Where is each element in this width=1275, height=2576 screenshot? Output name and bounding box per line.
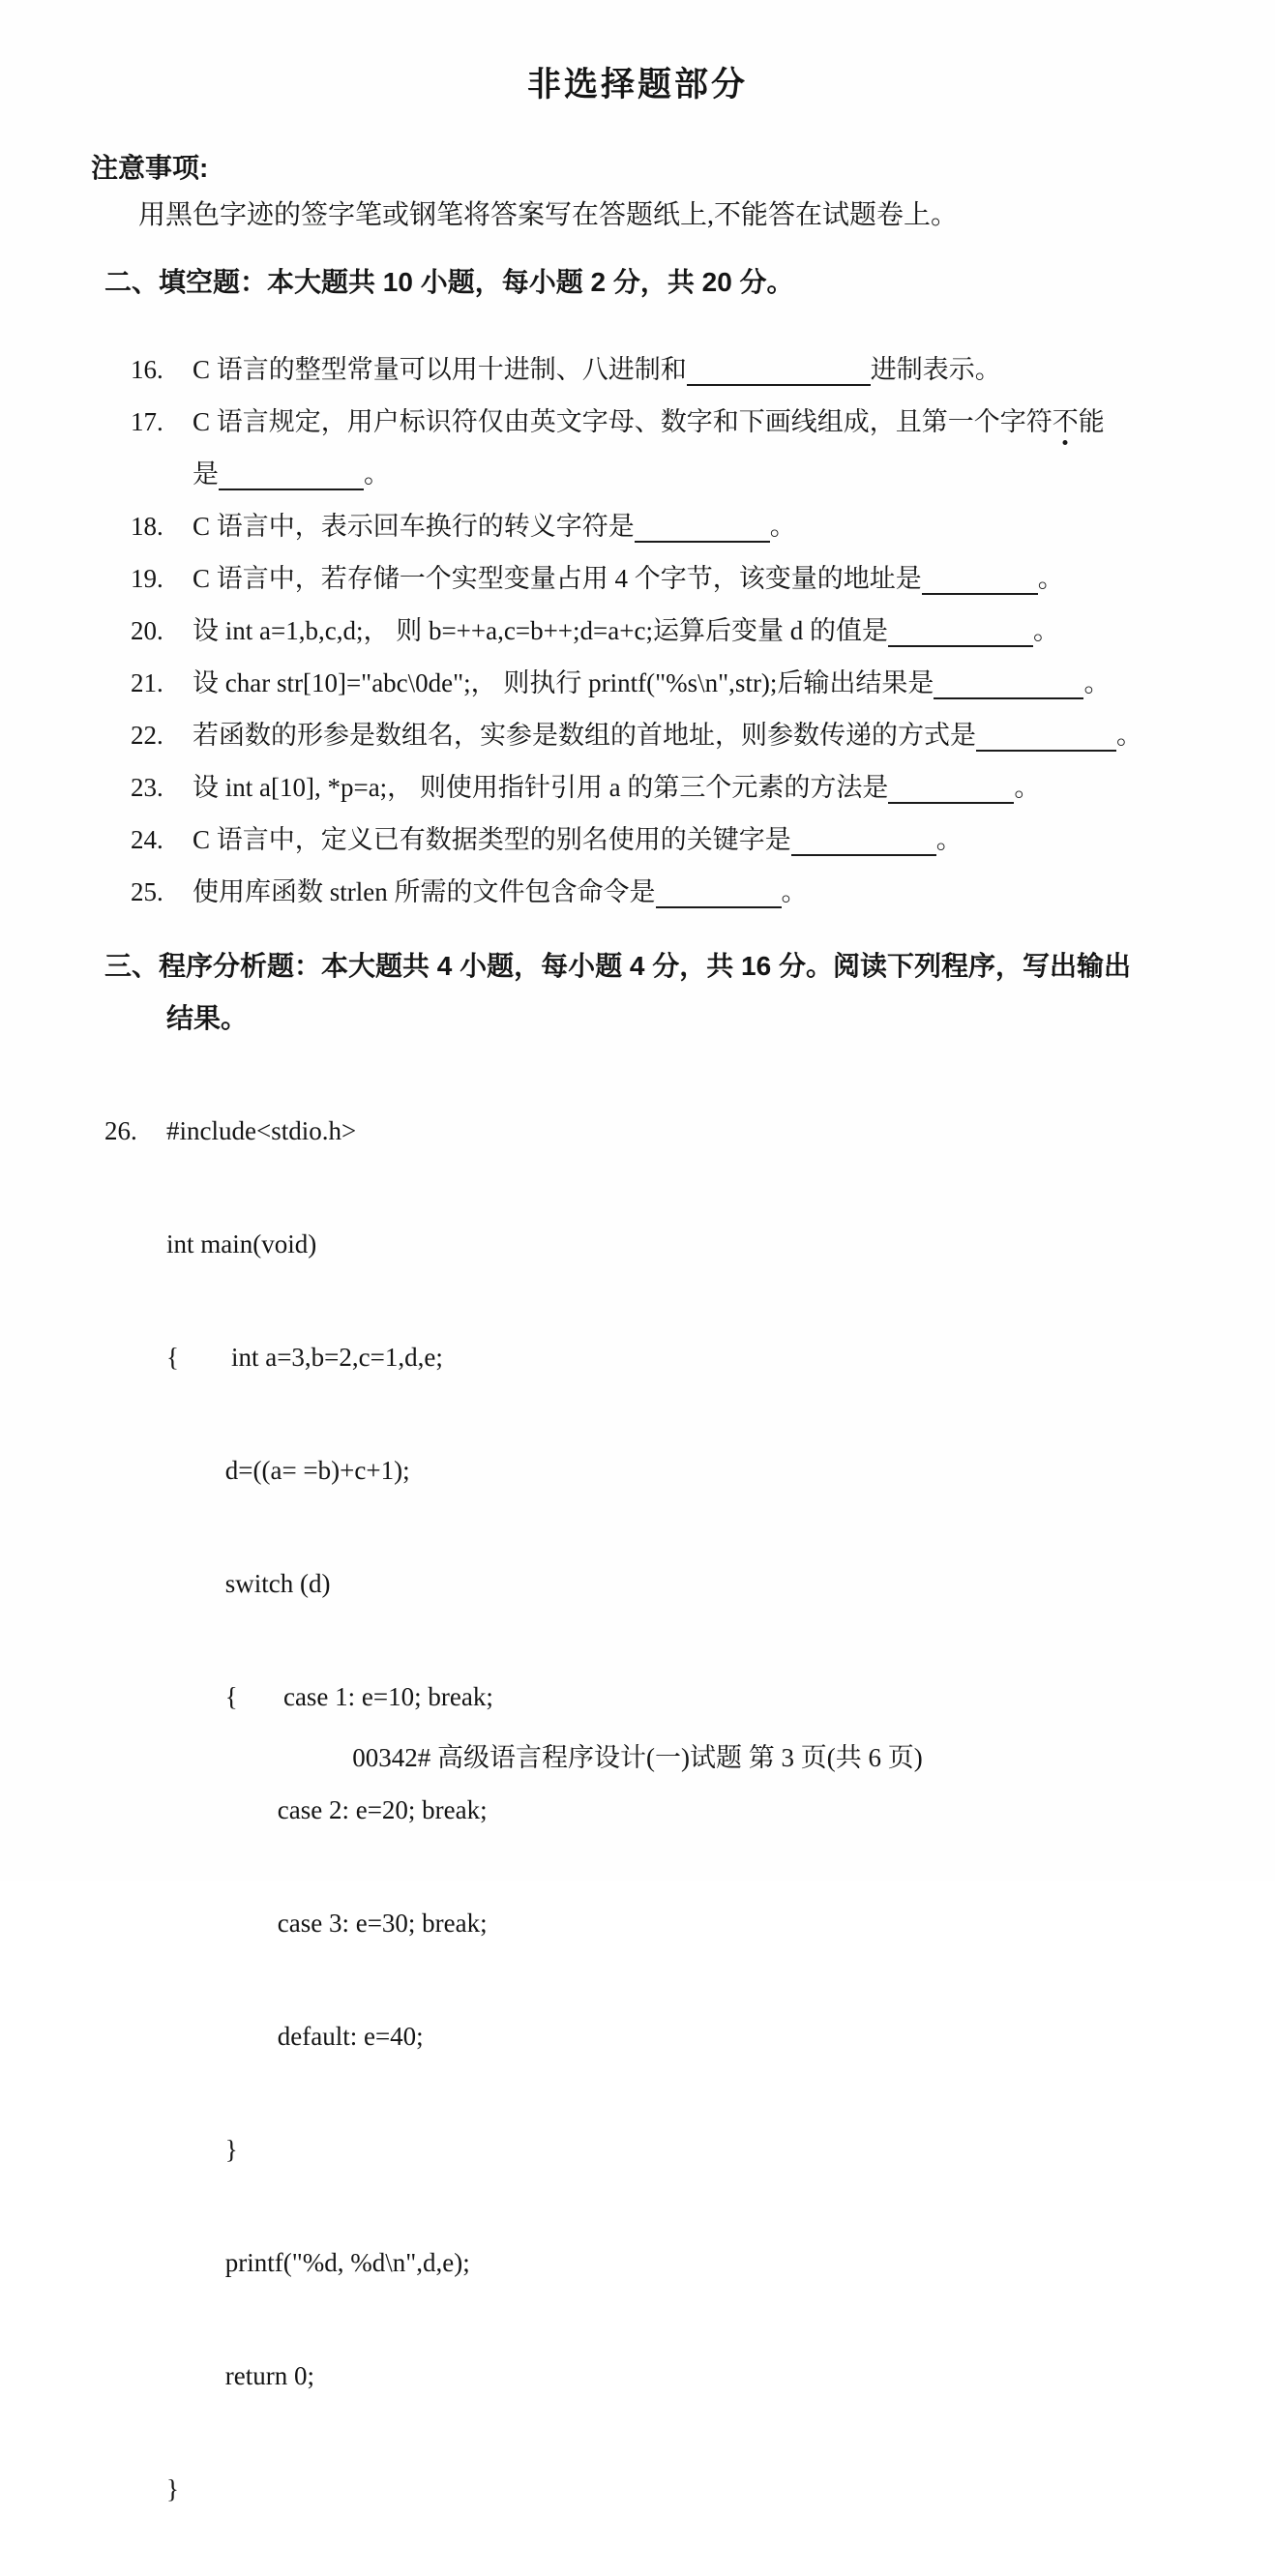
question-number: 18. [131, 512, 163, 541]
question-text: 设 int a=1,b,c,d;， 则 b=++a,c=b++;d=a+c;运算后变量 d 的值是 [193, 616, 888, 645]
code-text: d=((a= =b)+c+1); [166, 1456, 410, 1485]
code-indent [104, 1784, 166, 1837]
fill-in-section-heading: 二、填空题：本大题共 10 小题，每小题 2 分，共 20 分。 [104, 267, 794, 297]
question-number: 23. [131, 773, 163, 802]
question-number: 20. [131, 616, 163, 645]
question-number: 25. [131, 877, 163, 906]
code-indent [104, 1557, 166, 1611]
code-text: #include<stdio.h> [166, 1116, 357, 1145]
code-text: { int a=3,b=2,c=1,d,e; [166, 1343, 443, 1372]
question-text: 能 [1078, 407, 1105, 436]
code-text: switch (d) [166, 1569, 331, 1598]
question-text: C 语言中，表示回车换行的转义字符是 [193, 512, 635, 541]
code-text: case 3: e=30; break; [166, 1909, 488, 1938]
code-text: printf("%d, %d\n",d,e); [166, 2248, 470, 2277]
question-text: 设 char str[10]="abc\0de";， 则执行 printf("%s\n",str);后输出结果是 [193, 668, 934, 697]
code-indent [104, 2236, 166, 2290]
question-text: 。 [1037, 564, 1064, 593]
code-indent [104, 1331, 166, 1384]
question-text: 。 [1032, 616, 1059, 645]
question-text: 。 [1083, 668, 1111, 697]
code-line [104, 1897, 493, 1950]
emphasized-char: 不 [1052, 407, 1079, 436]
question-number: 17. [131, 407, 163, 436]
code-line [104, 1331, 493, 1384]
question-text: 。 [935, 825, 963, 854]
code-line [104, 2010, 493, 2063]
question-text: 。 [781, 877, 808, 906]
code-text: case 2: e=20; break; [166, 1795, 488, 1824]
question-number: 21. [131, 668, 163, 697]
question-text: 。 [769, 512, 796, 541]
code-line [104, 1444, 493, 1497]
code-text: { case 1: e=10; break; [166, 1682, 493, 1711]
analysis-section-heading-continued: 结果。 [166, 1003, 249, 1033]
question-number: 19. [131, 564, 163, 593]
code-line [104, 1218, 493, 1271]
code-indent [104, 2463, 166, 2516]
question-text: C 语言中，定义已有数据类型的别名使用的关键字是 [193, 825, 791, 854]
question-text: 。 [1014, 773, 1041, 802]
question-text: 进制表示。 [870, 355, 1001, 384]
question-number: 26. [104, 1116, 137, 1145]
code-text: } [166, 2474, 179, 2503]
code-line [104, 1105, 493, 1158]
question-text: 。 [364, 459, 390, 489]
question-text: 使用库函数 strlen 所需的文件包含命令是 [193, 877, 656, 906]
page-title: 非选择题部分 [526, 66, 748, 104]
code-indent [104, 2350, 166, 2403]
question-25 [104, 843, 808, 941]
code-line [104, 2463, 493, 2516]
question-text: C 语言中，若存储一个实型变量占用 4 个字节，该变量的地址是 [193, 564, 922, 593]
code-indent [104, 2123, 166, 2176]
code-line [104, 1784, 493, 1837]
question-number: 24. [131, 825, 163, 854]
code-indent [104, 1671, 166, 1724]
question-text: 若函数的形参是数组名，实参是数组的首地址，则参数传递的方式是 [193, 721, 976, 750]
code-text: int main(void) [166, 1229, 317, 1258]
question-26-code-block [104, 1045, 493, 2576]
code-line [104, 2123, 493, 2176]
code-text: } [166, 2135, 238, 2164]
code-indent [104, 1218, 166, 1271]
answer-blank [656, 880, 782, 908]
code-indent [104, 1897, 166, 1950]
question-text: C 语言的整型常量可以用十进制、八进制和 [193, 355, 687, 384]
notice-text: 用黑色字迹的签字笔或钢笔将答案写在答题纸上,不能答在试题卷上。 [138, 200, 959, 230]
code-line [104, 2350, 493, 2403]
code-line [104, 1671, 493, 1724]
question-text: 设 int a[10], *p=a;， 则使用指针引用 a 的第三个元素的方法是 [193, 773, 889, 802]
code-line [104, 1557, 493, 1611]
code-line [104, 2236, 493, 2290]
code-indent [104, 2010, 166, 2063]
question-number: 22. [131, 721, 163, 750]
code-indent [104, 1444, 166, 1497]
question-text: C 语言规定，用户标识符仅由英文字母、数字和下画线组成，且第一个字符 [193, 407, 1053, 436]
analysis-section-heading: 三、程序分析题：本大题共 4 小题，每小题 4 分，共 16 分。阅读下列程序，写出输出 [104, 951, 1131, 981]
question-text: 是 [193, 459, 219, 489]
page-footer: 00342# 高级语言程序设计(一)试题 第 3 页(共 6 页) [352, 1743, 923, 1772]
code-text: return 0; [166, 2361, 314, 2390]
code-text: default: e=40; [166, 2022, 424, 2051]
answer-blank [791, 828, 936, 856]
notice-heading: 注意事项: [91, 153, 209, 183]
question-text: 。 [1116, 721, 1142, 750]
question-number: 16. [131, 355, 163, 384]
